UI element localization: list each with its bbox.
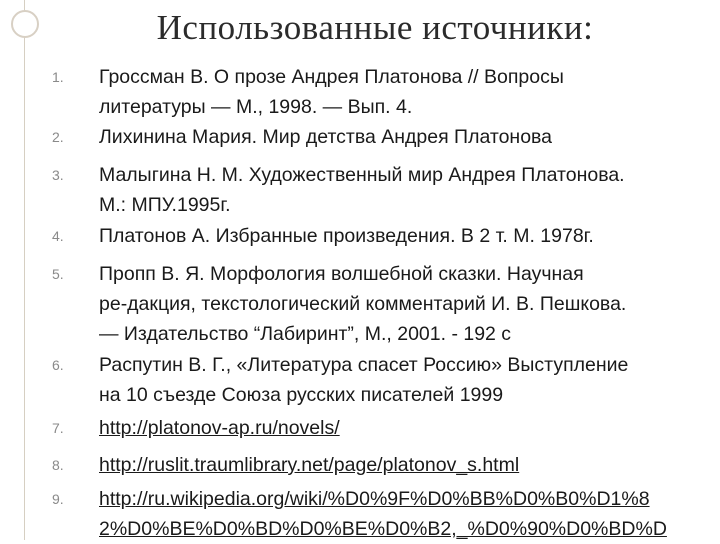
- list-number: 7.: [52, 420, 64, 436]
- text-line: Пропп В. Я. Морфология волшебной сказки. Научная: [99, 263, 584, 285]
- list-number: 8.: [52, 457, 64, 473]
- list-number: 1.: [52, 69, 64, 85]
- list-item-text: [99, 450, 714, 480]
- text-line: на 10 съезде Союза русских писателей 1999: [99, 384, 504, 406]
- text-line: — Издательство “Лабиринт”, М., 2001. - 192 с: [99, 323, 512, 345]
- source-link[interactable]: 2%D0%BE%D0%BD%D0%BE%D0%B2,_%D0%90%D0%BD%D: [99, 518, 667, 540]
- text-line: Лихинина Мария. Мир детства Андрея Платонова: [99, 126, 553, 148]
- text-line: Платонов А. Избранные произведения. В 2 т. М. 1978г.: [99, 225, 594, 247]
- text-line: Распутин В. Г., «Литература спасет Россию» Выступление: [99, 354, 629, 376]
- list-number: 2.: [52, 129, 64, 145]
- text-line: литературы — М., 1998. — Вып. 4.: [99, 96, 413, 118]
- list-item-text: [99, 221, 714, 251]
- list-item-text: [99, 160, 714, 220]
- source-link[interactable]: http://ruslit.traumlibrary.net/page/platonov_s.html: [99, 454, 520, 476]
- text-line: М.: МПУ.1995г.: [99, 194, 231, 216]
- list-number: 3.: [52, 167, 64, 183]
- source-link[interactable]: http://ru.wikipedia.org/wiki/%D0%9F%D0%BB%D0%B0%D1%8: [99, 488, 650, 510]
- list-number: 5.: [52, 266, 64, 282]
- list-item-text: [99, 350, 714, 410]
- text-line: Малыгина Н. М. Художественный мир Андрея Платонова.: [99, 164, 625, 186]
- text-line: ре-дакция, текстологический комментарий И. В. Пешкова.: [99, 293, 627, 315]
- list-number: 6.: [52, 357, 64, 373]
- list-item-text: [99, 259, 714, 349]
- list-number: 4.: [52, 228, 64, 244]
- list-item-text: [99, 413, 714, 443]
- text-line: Гроссман В. О прозе Андрея Платонова // Вопросы: [99, 66, 564, 88]
- list-item-text: [99, 62, 714, 122]
- list-number: 9.: [52, 491, 64, 507]
- source-link[interactable]: http://platonov-ap.ru/novels/: [99, 417, 340, 439]
- slide-title: Использованные источники:: [156, 8, 594, 47]
- list-item-text: [99, 484, 714, 544]
- list-item-text: [99, 122, 714, 152]
